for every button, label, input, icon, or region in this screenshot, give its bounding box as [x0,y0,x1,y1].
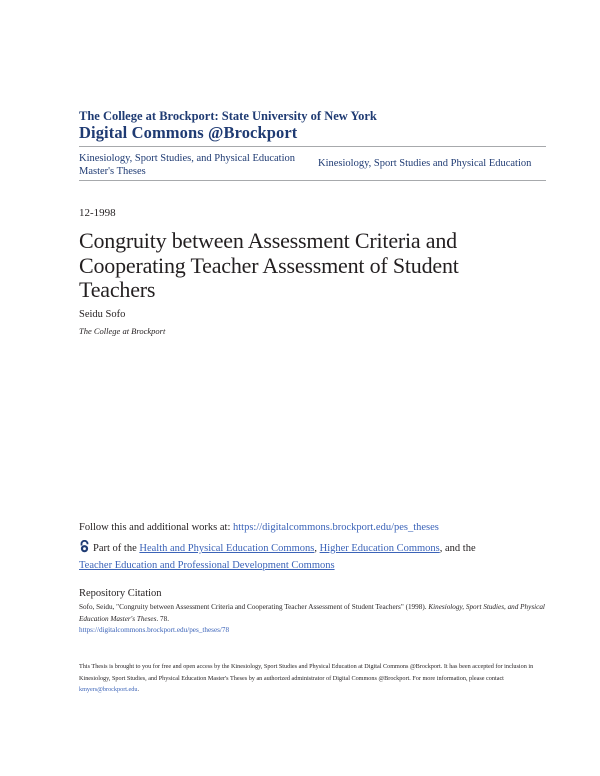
divider-bottom [79,180,546,181]
teacher-ed-commons-link[interactable]: Teacher Education and Professional Development Commons [79,560,335,571]
document-title: Congruity between Assessment Criteria and Cooperating Teacher Assessment of Student Teachers [79,228,459,302]
part-of-sep1: , [314,543,320,554]
citation-body: Sofo, Seidu, "Congruity between Assessment Criteria and Cooperating Teacher Assessment of Student Teachers" (1998). [79,603,429,611]
publication-date: 12-1998 [79,207,116,219]
author-name: Seidu Sofo [79,309,126,320]
citation-url-link[interactable]: https://digitalcommons.brockport.edu/pes_theses/78 [79,626,230,634]
series-link-theses[interactable] [79,152,309,178]
series-link-department[interactable]: Kinesiology, Sport Studies and Physical Education [318,158,532,169]
follow-text: Follow this and additional works at: [79,522,233,533]
follow-line [79,522,439,533]
author-affiliation: The College at Brockport [79,326,166,336]
contact-email-link[interactable]: kmyers@brockport.edu [79,686,138,693]
follow-url-link[interactable]: https://digitalcommons.brockport.edu/pes_theses [233,522,439,533]
divider-top [79,146,546,147]
citation-series: Kinesiology, Sport Studies, and Physical Education Master's Theses [79,603,545,623]
part-of-line [79,540,549,573]
notice-end: . [137,686,139,693]
series-left-line2: Master's Theses [79,166,146,177]
higher-ed-commons-link[interactable]: Higher Education Commons [319,543,440,554]
institution-name: The College at Brockport: State University of New York [79,109,377,123]
citation-number: . 78. [156,614,169,623]
citation-heading: Repository Citation [79,588,162,599]
part-of-sep2: , and the [439,543,476,554]
open-access-icon [79,540,90,558]
access-notice [79,661,549,696]
health-pe-commons-link[interactable]: Health and Physical Education Commons [139,543,315,554]
repository-name[interactable]: Digital Commons @Brockport [79,123,298,142]
part-of-prefix: Part of the [93,543,140,554]
series-left-line1: Kinesiology, Sport Studies, and Physical Education [79,153,296,164]
notice-body: This Thesis is brought to you for free and open access by the Kinesiology, Sport Studies and Physical Education at Digital Commons @Brockport. It has been accepted for inclusion in Kinesiology, Sport Studies, and Physical Education Master's Theses by an authorized administrator of Digital Commons @Brockport. For more information, please contact [79,663,534,682]
citation-text [79,602,549,637]
